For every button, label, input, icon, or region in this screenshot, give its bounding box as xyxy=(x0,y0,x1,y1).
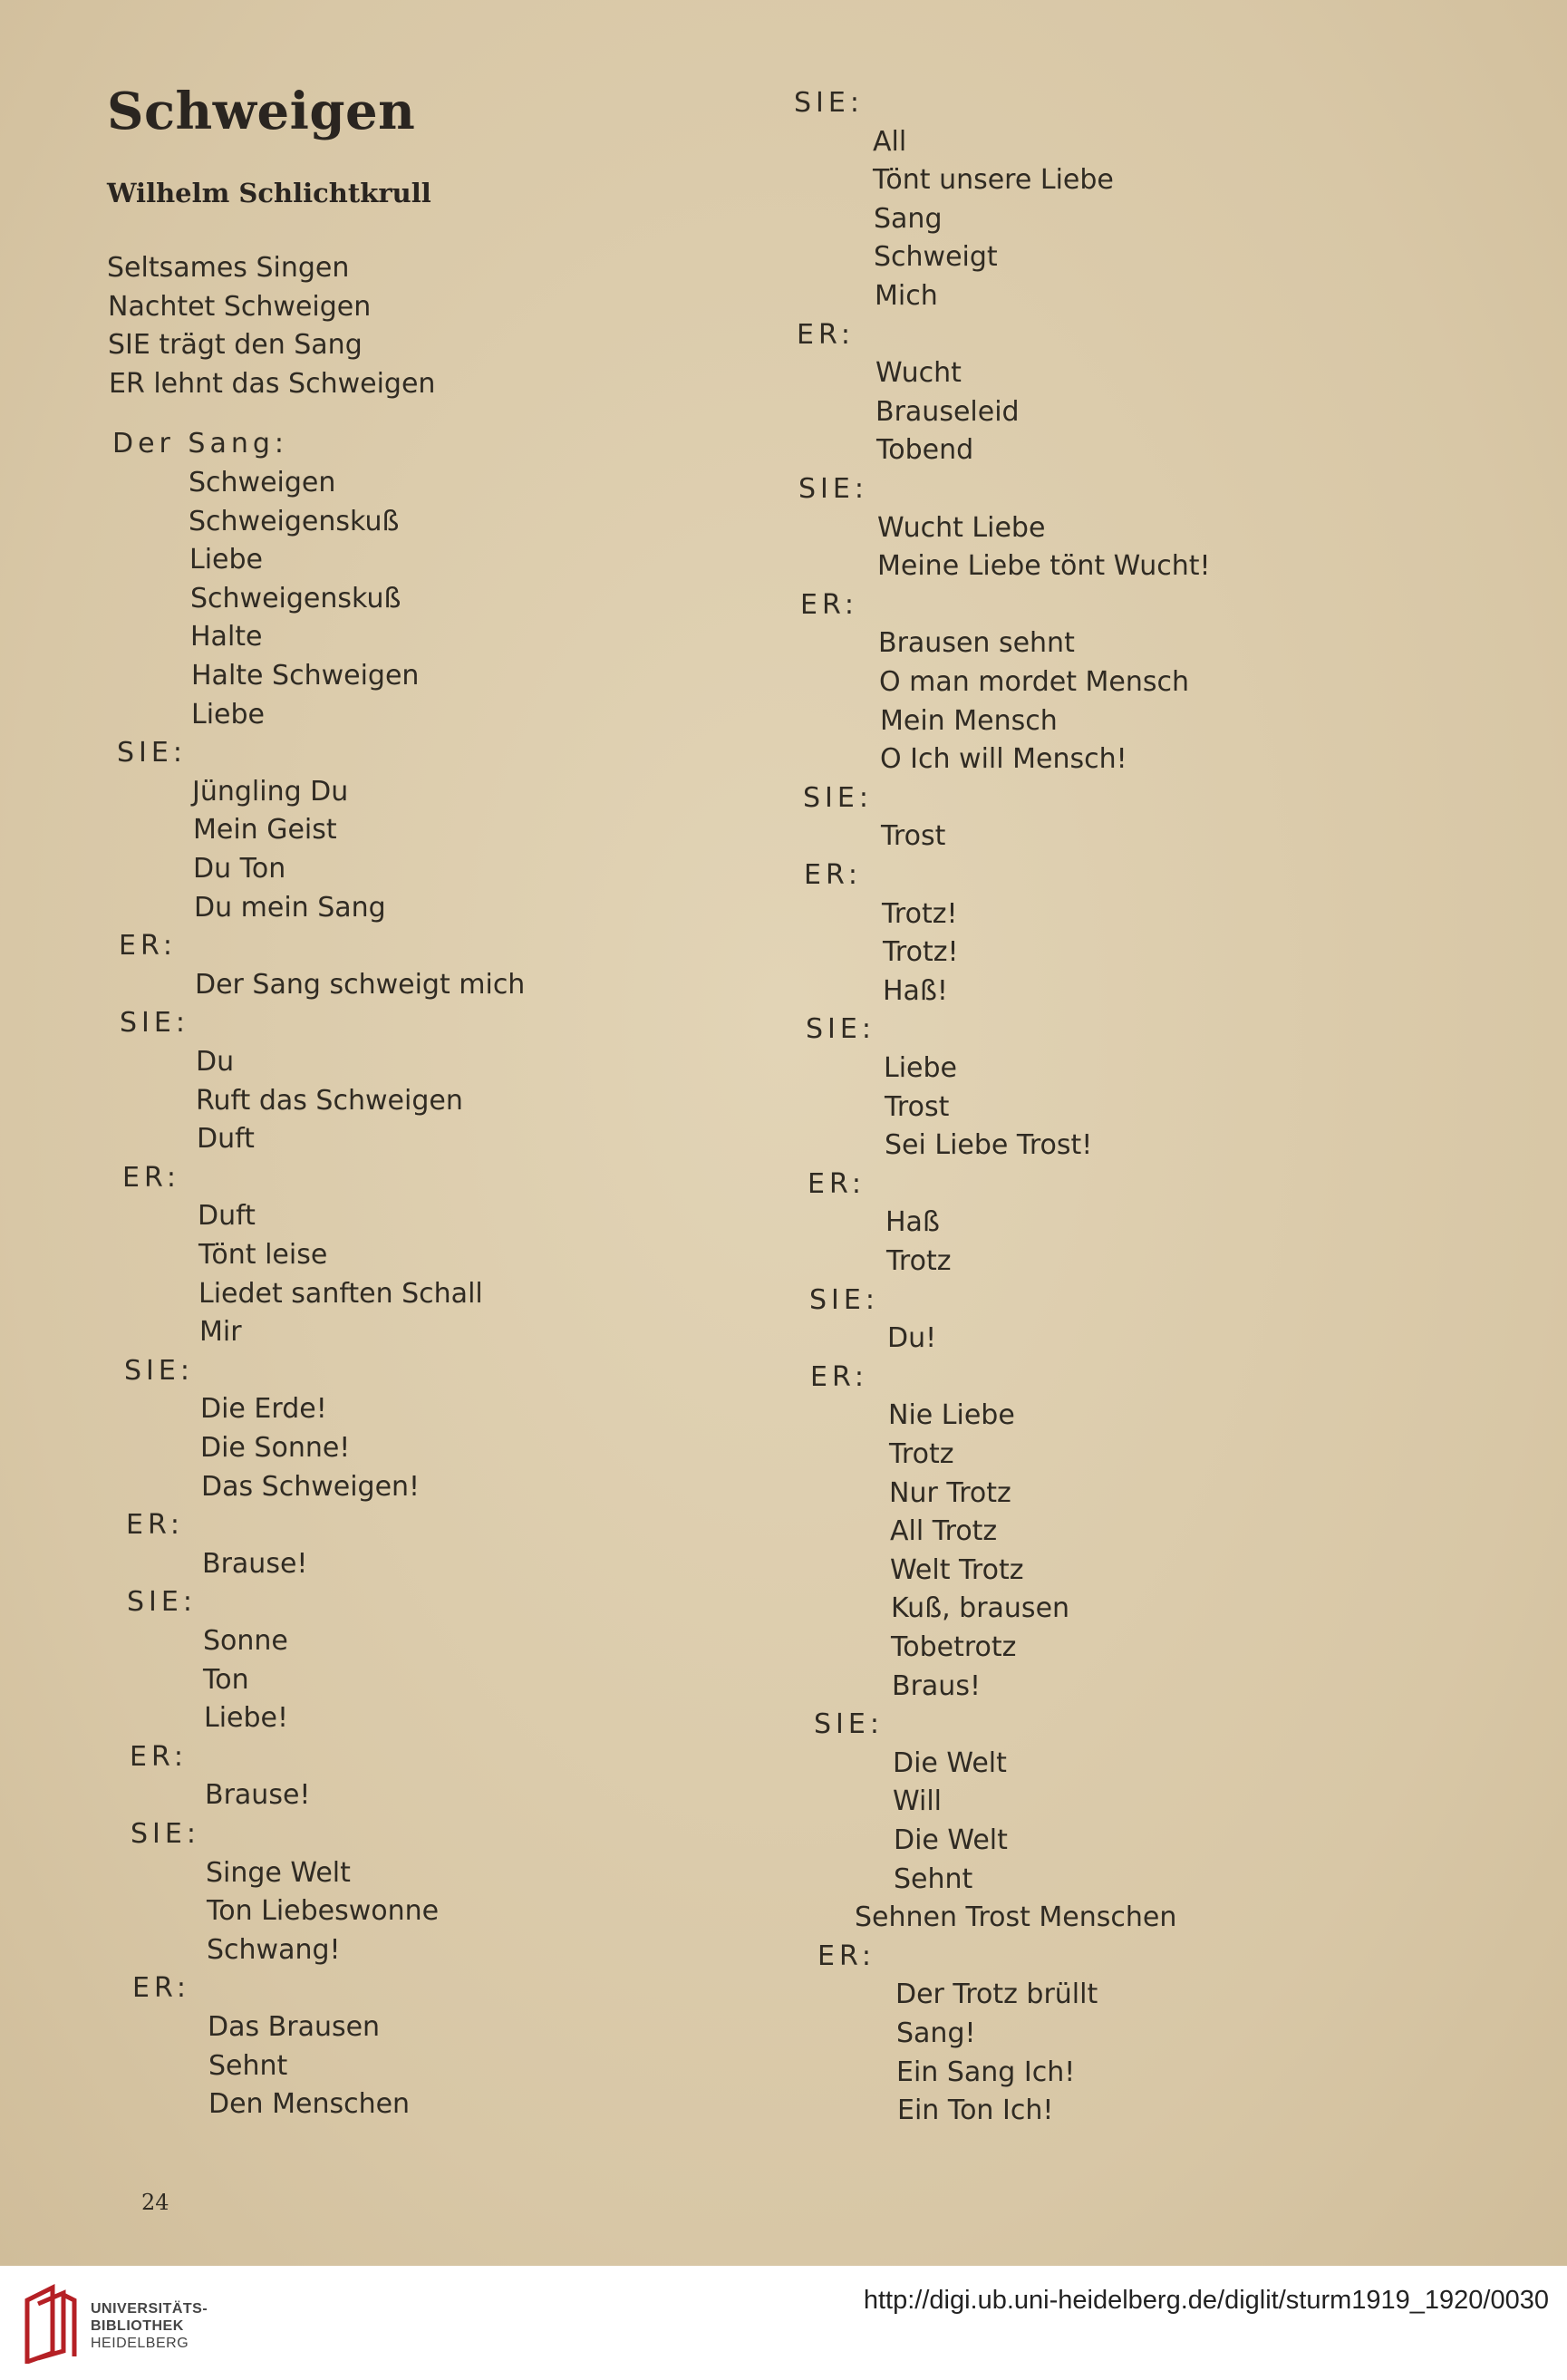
poem-line: Du! xyxy=(887,1322,937,1354)
poem-line: Kuß, brausen xyxy=(891,1592,1070,1624)
poem-line: Schweigenskuß xyxy=(190,583,401,614)
poem-line: Mein Mensch xyxy=(880,705,1058,737)
poem-line: Wucht xyxy=(875,357,962,389)
speaker-label: ER: xyxy=(808,1168,866,1200)
speaker-label: SIE: xyxy=(131,1818,200,1850)
poem-title: Schweigen xyxy=(107,82,416,141)
poem-line: Halte Schweigen xyxy=(191,660,420,692)
poem-line: Ton xyxy=(203,1664,249,1696)
poem-line: Schweigt xyxy=(874,241,998,273)
poem-line: Will xyxy=(893,1785,943,1817)
poem-line: Nie Liebe xyxy=(888,1399,1015,1431)
poem-line: Sei Liebe Trost! xyxy=(885,1129,1093,1161)
speaker-label: SIE: xyxy=(798,473,868,505)
poem-line: Trost xyxy=(885,1091,950,1123)
poem-author: Wilhelm Schlichtkrull xyxy=(107,178,431,208)
poem-line: Brauseleid xyxy=(875,396,1020,428)
poem-line: Meine Liebe tönt Wucht! xyxy=(877,550,1211,582)
poem-line: Sehnen Trost Menschen xyxy=(855,1901,1177,1933)
poem-line: O man mordet Mensch xyxy=(879,666,1189,698)
poem-line: Halte xyxy=(190,621,263,653)
poem-line: Sang! xyxy=(896,2017,976,2049)
poem-line: Mein Geist xyxy=(193,814,337,846)
poem-line: Mir xyxy=(199,1316,242,1348)
poem-line: Sehnt xyxy=(894,1863,973,1895)
speaker-label: ER: xyxy=(800,589,858,621)
poem-line: Das Schweigen! xyxy=(201,1471,421,1503)
speaker-label: SIE: xyxy=(794,87,864,119)
poem-line: All Trotz xyxy=(890,1515,998,1547)
speaker-label: SIE: xyxy=(124,1355,194,1387)
poem-line: Du xyxy=(196,1046,235,1078)
poem-line: ER lehnt das Schweigen xyxy=(109,368,436,400)
poem-line: Du mein Sang xyxy=(194,892,386,924)
library-logo-icon xyxy=(18,2282,82,2364)
poem-line: Liebe xyxy=(189,544,264,576)
poem-line: Die Welt xyxy=(894,1824,1008,1856)
poem-line: Sang xyxy=(874,203,943,235)
poem-line: Der Sang schweigt mich xyxy=(195,969,526,1001)
digitization-footer xyxy=(0,2266,1567,2380)
poem-line: Trotz! xyxy=(883,936,959,968)
poem-line: Liebe xyxy=(884,1052,958,1084)
speaker-label: SIE: xyxy=(117,737,187,769)
poem-line: Singe Welt xyxy=(206,1857,351,1889)
speaker-label: SIE: xyxy=(814,1708,884,1740)
poem-line: Sonne xyxy=(203,1625,288,1657)
speaker-label: ER: xyxy=(119,930,177,962)
speaker-label: ER: xyxy=(132,1972,190,2004)
poem-line: Schweigenskuß xyxy=(189,506,400,537)
poem-line: Braus! xyxy=(892,1670,981,1702)
poem-line: Trost xyxy=(881,820,946,852)
speaker-label: ER: xyxy=(817,1940,875,1972)
poem-line: Die Welt xyxy=(893,1747,1007,1779)
library-name-line: HEIDELBERG xyxy=(91,2336,189,2351)
source-url-link[interactable]: http://digi.ub.uni-heidelberg.de/diglit/sturm1919_1920/0030 xyxy=(863,2286,1549,2315)
speaker-label: SIE: xyxy=(809,1284,879,1316)
poem-line: Schwang! xyxy=(207,1934,341,1966)
poem-line: Schweigen xyxy=(189,467,336,498)
speaker-label: ER: xyxy=(797,319,855,351)
poem-line: Jüngling Du xyxy=(192,776,349,808)
poem-line: Liebe xyxy=(191,699,266,730)
speaker-label: ER: xyxy=(126,1509,184,1541)
poem-line: Seltsames Singen xyxy=(107,252,350,284)
poem-line: Liedet sanften Schall xyxy=(198,1278,483,1310)
speaker-label: SIE: xyxy=(803,782,873,814)
poem-line: Sehnt xyxy=(208,2050,288,2082)
library-name-line: UNIVERSITÄTS- xyxy=(91,2301,208,2317)
poem-line: O Ich will Mensch! xyxy=(880,743,1127,775)
poem-line: Welt Trotz xyxy=(890,1554,1024,1586)
poem-line: Liebe! xyxy=(204,1702,289,1734)
poem-line: Ein Sang Ich! xyxy=(896,2056,1076,2088)
poem-line: Die Sonne! xyxy=(200,1432,351,1464)
poem-line: SIE trägt den Sang xyxy=(108,329,363,361)
poem-line: Mich xyxy=(875,280,938,312)
poem-line: Tönt unsere Liebe xyxy=(873,164,1114,196)
poem-line: Haß! xyxy=(883,975,948,1007)
poem-line: Nur Trotz xyxy=(889,1477,1011,1509)
poem-line: Brausen sehnt xyxy=(878,627,1075,659)
poem-line: Du Ton xyxy=(193,853,286,885)
poem-line: Der Trotz brüllt xyxy=(895,1978,1098,2010)
speaker-label: ER: xyxy=(810,1361,868,1393)
poem-line: Haß xyxy=(885,1206,940,1238)
speaker-label: SIE: xyxy=(120,1007,189,1039)
speaker-label: SIE: xyxy=(127,1586,197,1618)
poem-line: Trotz xyxy=(889,1438,954,1470)
poem-line: Tobend xyxy=(876,434,974,466)
poem-line: Brause! xyxy=(202,1548,308,1580)
poem-line: Trotz! xyxy=(882,898,958,930)
poem-line: Nachtet Schweigen xyxy=(108,291,372,323)
poem-line: Ruft das Schweigen xyxy=(196,1085,463,1117)
poem-line: Duft xyxy=(197,1123,255,1155)
poem-line: Ton Liebeswonne xyxy=(207,1895,440,1927)
library-name-line: BIBLIOTHEK xyxy=(91,2318,184,2334)
poem-line: Den Menschen xyxy=(208,2088,411,2120)
speaker-label: Der Sang: xyxy=(112,428,289,460)
poem-line: Trotz xyxy=(886,1245,952,1277)
page-number: 24 xyxy=(141,2190,169,2215)
library-name xyxy=(91,2300,208,2352)
speaker-label: ER: xyxy=(804,859,862,891)
poem-line: Brause! xyxy=(205,1779,311,1811)
speaker-label: ER: xyxy=(130,1741,188,1773)
poem-line: Tönt leise xyxy=(198,1239,328,1271)
poem-line: All xyxy=(873,126,907,158)
speaker-label: SIE: xyxy=(806,1013,875,1045)
poem-line: Die Erde! xyxy=(200,1393,327,1425)
speaker-label: ER: xyxy=(122,1162,180,1194)
poem-line: Wucht Liebe xyxy=(877,512,1046,544)
poem-line: Tobetrotz xyxy=(891,1631,1017,1663)
poem-line: Ein Ton Ich! xyxy=(897,2095,1054,2126)
poem-line: Das Brausen xyxy=(208,2011,381,2043)
poem-line: Duft xyxy=(198,1200,256,1232)
